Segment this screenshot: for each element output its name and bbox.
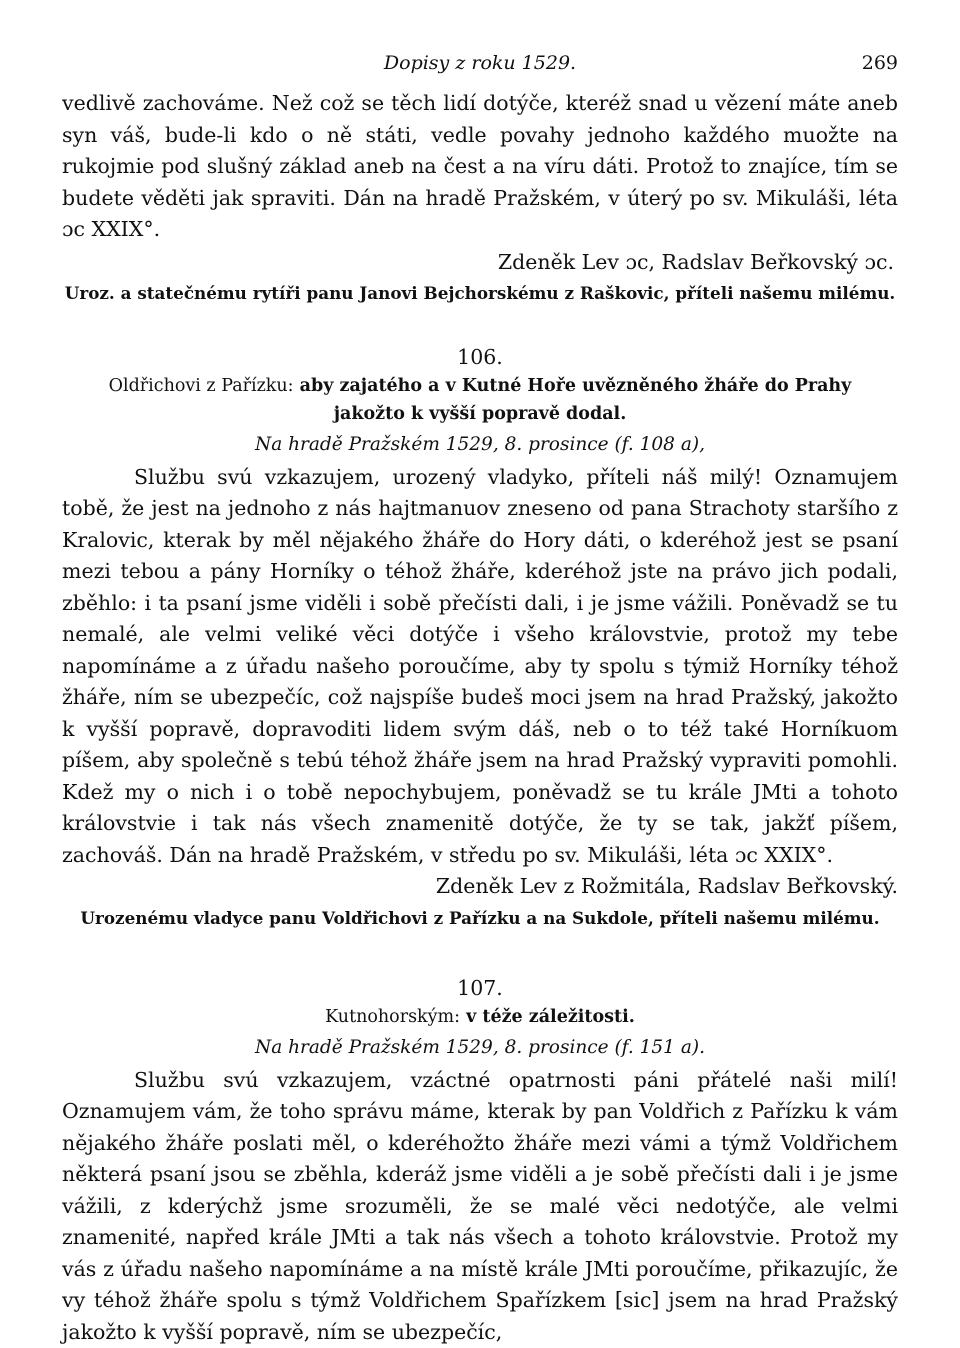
letter-body-106 (62, 462, 898, 872)
running-title: Dopisy z roku 1529. (62, 52, 898, 74)
letter-signature-106: Zdeněk Lev z Rožmitála, Radslav Beřkovský. (364, 871, 898, 903)
document-number-107: 107. (62, 973, 898, 1003)
book-page (62, 48, 898, 1348)
document-summary-107 (62, 1003, 898, 1031)
letter-body-text-106: Službu svú vzkazujem, urozený vladyko, příteli náš milý! Oznamujem tobě, že jest na jednoho z nás hajtmanuov zneseno od pana Strachoty staršího z Kralovic, kterak by měl nějakého žháře do Hory dáti, o kderéhož jest se psaní mezi tebou a pány Horníky o téhož žháře, kderéhož jste na právo jich podali, zběhlo: i ta psaní jsme viděli i sobě přečísti dali, i je jsme vážili. Poněvadž se tu nemalé, ale velmi veliké věci dotýče i všeho královstvie, protož my tebe napomínáme a z úřadu našeho poroučíme, aby ty spolu s týmiž Horníky téhož žháře, ním se ubezpečíc, což najspíše budeš moci jsem na hrad Pražský, jakožto k vyšší popravě, dopravoditi lidem svým dáš, neb o to též také Horníkuom píšem, aby společně s tebú téhož žháře jsem na hrad Pražský vypraviti pomohli. Kdež my o nich i o tobě nepochybujem, poněvadž se tu krále JMti a tohoto královstvie i tak nás všech znamenitě dotýče, že ty se tak, jakžť píšem, zachováš. Dán na hradě Pražském, v středu po sv. Mikuláši, léta ɔc XXIX°. (62, 465, 898, 867)
recipient-107: Kutnohorským: (325, 1007, 460, 1027)
document-summary-106 (62, 372, 898, 428)
page-number: 269 (862, 52, 898, 74)
continued-letter-text: vedlivě zachováme. Než což se těch lidí dotýče, kteréž snad u vězení máte aneb syn váš, bude-li kdo o ně státi, vedle povahy jednoho každého muožte na rukojmie pod slušný základ aneb na čest a na víru dáti. Protož to znajíce, tím se budete věděti jak spraviti. Dán na hradě Pražském, v úterý po sv. Mikuláši, léta ɔc XXIX°. (62, 88, 898, 246)
letter-signature: Zdeněk Lev ɔc, Radslav Beřkovský ɔc. (62, 246, 898, 278)
running-head (62, 48, 898, 88)
summary-text-106: aby zajatého a v Kutné Hoře uvězněného žháře do Prahy jakožto k vyšší popravě dodal. (300, 376, 852, 424)
letter-address: Uroz. a statečnému rytíři panu Janovi Bejchorskému z Raškovic, příteli našemu milému. (62, 278, 898, 308)
letter-address-106: Urozenému vladyce panu Voldřichovi z Pařízku a na Sukdole, příteli našemu milému. (62, 903, 898, 933)
dateline-107: Na hradě Pražském 1529, 8. prosince (f. 151 a). (62, 1031, 898, 1065)
document-number-106: 106. (62, 342, 898, 372)
dateline-106: Na hradě Pražském 1529, 8. prosince (f. 108 a), (62, 428, 898, 462)
summary-text-107: v téže záležitosti. (466, 1007, 635, 1027)
letter-body-107: Službu svú vzkazujem, vzáctné opatrnosti páni přátelé naši milí! Oznamujem vám, že toho správu máme, kterak by pan Voldřich z Pařízku k vám nějakého žháře poslati měl, o kderéhožto žháře mezi vámi a týmž Voldřichem některá psaní jsou se zběhla, kderáž jsme viděli a je sobě přečísti dali i je jsme vážili, z kderýchž jsme srozuměli, že se malé věci nedotýče, ale velmi znamenité, napřed krále JMti a tak nás všech a tohoto královstvie. Protož my vás z úřadu našeho napomínáme a na místě krále JMti poroučíme, přikazujíc, že vy téhož žháře spolu s týmž Voldřichem Spařízkem [sic] jsem na hrad Pražský jakožto k vyšší popravě, ním se ubezpečíc, (62, 1065, 898, 1348)
recipient-106: Oldřichovi z Pařízku: (109, 376, 294, 396)
